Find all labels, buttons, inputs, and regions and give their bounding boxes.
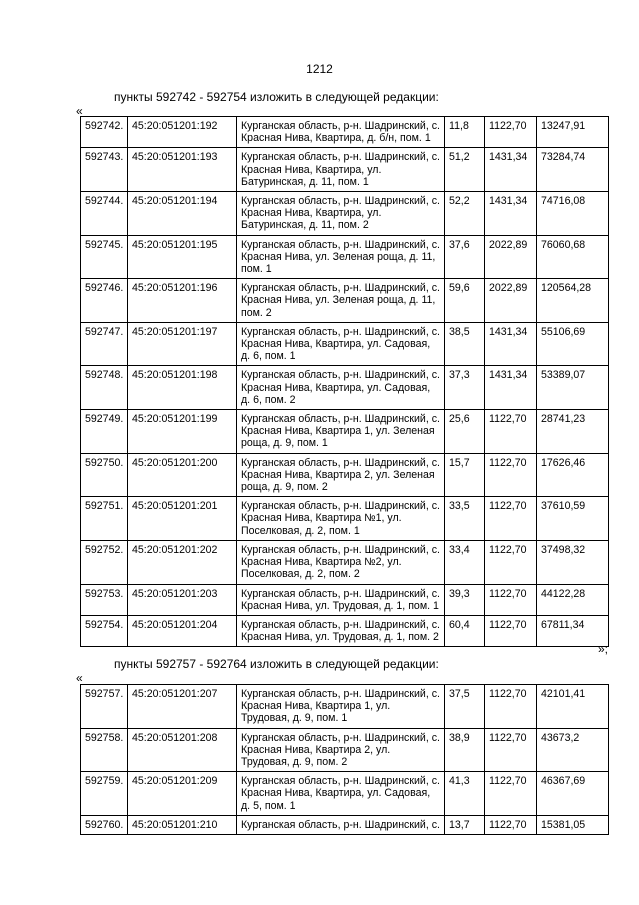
area-cell: 38,9 <box>445 728 485 772</box>
section1-table <box>80 116 609 647</box>
page-number: 1212 <box>306 62 333 76</box>
area-cell: 60,4 <box>445 615 485 646</box>
table-row <box>81 279 609 323</box>
row-number-cell: 592757. <box>81 685 128 729</box>
section2-quote-open: « <box>76 671 83 685</box>
address-cell: Курганская область, р-н. Шадринский, с. Красная Нива, Квартира, ул. Батуринская, д. 11, пом. 2 <box>237 192 445 236</box>
section1-intro: пункты 592742 - 592754 изложить в следующей редакции: <box>114 90 439 104</box>
cadastral-value-cell: 37498,32 <box>537 540 609 584</box>
area-cell: 15,7 <box>445 453 485 497</box>
cadastral-value-cell: 73284,74 <box>537 148 609 192</box>
row-number-cell: 592748. <box>81 366 128 410</box>
area-cell: 33,5 <box>445 497 485 541</box>
cadastral-value-cell: 76060,68 <box>537 235 609 279</box>
cadastral-value-cell: 42101,41 <box>537 685 609 729</box>
row-number-cell: 592760. <box>81 815 128 834</box>
row-number-cell: 592750. <box>81 453 128 497</box>
area-cell: 37,5 <box>445 685 485 729</box>
rate-cell: 1431,34 <box>485 148 537 192</box>
row-number-cell: 592746. <box>81 279 128 323</box>
rate-cell: 1431,34 <box>485 192 537 236</box>
cadastral-number-cell: 45:20:051201:197 <box>128 322 237 366</box>
address-cell: Курганская область, р-н. Шадринский, с. Красная Нива, Квартира №2, ул. Поселковая, д. 2, пом. 2 <box>237 540 445 584</box>
rate-cell: 1122,70 <box>485 540 537 584</box>
rate-cell: 2022,89 <box>485 279 537 323</box>
area-cell: 59,6 <box>445 279 485 323</box>
table-row <box>81 410 609 454</box>
cadastral-number-cell: 45:20:051201:201 <box>128 497 237 541</box>
cadastral-value-cell: 67811,34 <box>537 615 609 646</box>
cadastral-value-cell: 15381,05 <box>537 815 609 834</box>
rate-cell: 1122,70 <box>485 772 537 816</box>
rate-cell: 1122,70 <box>485 728 537 772</box>
area-cell: 38,5 <box>445 322 485 366</box>
cadastral-number-cell: 45:20:051201:199 <box>128 410 237 454</box>
cadastral-number-cell: 45:20:051201:207 <box>128 685 237 729</box>
row-number-cell: 592742. <box>81 117 128 148</box>
cadastral-value-cell: 55106,69 <box>537 322 609 366</box>
area-cell: 33,4 <box>445 540 485 584</box>
rate-cell: 1431,34 <box>485 366 537 410</box>
cadastral-number-cell: 45:20:051201:196 <box>128 279 237 323</box>
section1-quote-close: »; <box>598 642 609 656</box>
row-number-cell: 592753. <box>81 584 128 615</box>
area-cell: 37,3 <box>445 366 485 410</box>
rate-cell: 1122,70 <box>485 815 537 834</box>
rate-cell: 1122,70 <box>485 497 537 541</box>
area-cell: 51,2 <box>445 148 485 192</box>
address-cell: Курганская область, р-н. Шадринский, с. Красная Нива, Квартира 1, ул. Трудовая, д. 9, пом. 1 <box>237 685 445 729</box>
address-cell: Курганская область, р-н. Шадринский, с. Красная Нива, Квартира, ул. Садовая, д. 6, пом. 2 <box>237 366 445 410</box>
cadastral-number-cell: 45:20:051201:202 <box>128 540 237 584</box>
table-row <box>81 772 609 816</box>
address-cell: Курганская область, р-н. Шадринский, с. Красная Нива, Квартира №1, ул. Поселковая, д. 2, пом. 1 <box>237 497 445 541</box>
cadastral-value-cell: 17626,46 <box>537 453 609 497</box>
cadastral-value-cell: 120564,28 <box>537 279 609 323</box>
table-row <box>81 366 609 410</box>
cadastral-number-cell: 45:20:051201:208 <box>128 728 237 772</box>
address-cell: Курганская область, р-н. Шадринский, с. Красная Нива, Квартира, ул. Батуринская, д. 11, пом. 1 <box>237 148 445 192</box>
rate-cell: 1122,70 <box>485 410 537 454</box>
table-row <box>81 497 609 541</box>
row-number-cell: 592754. <box>81 615 128 646</box>
row-number-cell: 592749. <box>81 410 128 454</box>
row-number-cell: 592751. <box>81 497 128 541</box>
cadastral-value-cell: 44122,28 <box>537 584 609 615</box>
cadastral-number-cell: 45:20:051201:193 <box>128 148 237 192</box>
cadastral-number-cell: 45:20:051201:194 <box>128 192 237 236</box>
cadastral-number-cell: 45:20:051201:192 <box>128 117 237 148</box>
table-row <box>81 235 609 279</box>
section2-intro: пункты 592757 - 592764 изложить в следующей редакции: <box>114 657 439 671</box>
row-number-cell: 592759. <box>81 772 128 816</box>
rate-cell: 1122,70 <box>485 117 537 148</box>
address-cell: Курганская область, р-н. Шадринский, с. Красная Нива, Квартира, ул. Садовая, д. 6, пом. 1 <box>237 322 445 366</box>
table-row <box>81 615 609 646</box>
cadastral-value-cell: 43673,2 <box>537 728 609 772</box>
cadastral-value-cell: 28741,23 <box>537 410 609 454</box>
cadastral-number-cell: 45:20:051201:195 <box>128 235 237 279</box>
table-row <box>81 685 609 729</box>
cadastral-value-cell: 53389,07 <box>537 366 609 410</box>
cadastral-value-cell: 13247,91 <box>537 117 609 148</box>
rate-cell: 1122,70 <box>485 584 537 615</box>
row-number-cell: 592747. <box>81 322 128 366</box>
row-number-cell: 592758. <box>81 728 128 772</box>
table-row <box>81 322 609 366</box>
cadastral-number-cell: 45:20:051201:204 <box>128 615 237 646</box>
cadastral-number-cell: 45:20:051201:210 <box>128 815 237 834</box>
area-cell: 11,8 <box>445 117 485 148</box>
address-cell: Курганская область, р-н. Шадринский, с. Красная Нива, ул. Трудовая, д. 1, пом. 1 <box>237 584 445 615</box>
area-cell: 37,6 <box>445 235 485 279</box>
table-row <box>81 728 609 772</box>
area-cell: 52,2 <box>445 192 485 236</box>
section2-table <box>80 684 609 835</box>
area-cell: 39,3 <box>445 584 485 615</box>
row-number-cell: 592744. <box>81 192 128 236</box>
row-number-cell: 592752. <box>81 540 128 584</box>
cadastral-value-cell: 74716,08 <box>537 192 609 236</box>
area-cell: 41,3 <box>445 772 485 816</box>
table-row <box>81 192 609 236</box>
rate-cell: 1122,70 <box>485 685 537 729</box>
address-cell: Курганская область, р-н. Шадринский, с. Красная Нива, Квартира, д. б/н, пом. 1 <box>237 117 445 148</box>
rate-cell: 1122,70 <box>485 453 537 497</box>
row-number-cell: 592743. <box>81 148 128 192</box>
rate-cell: 1431,34 <box>485 322 537 366</box>
cadastral-value-cell: 37610,59 <box>537 497 609 541</box>
address-cell: Курганская область, р-н. Шадринский, с. Красная Нива, Квартира 1, ул. Зеленая роща, д. 9, пом. 1 <box>237 410 445 454</box>
area-cell: 25,6 <box>445 410 485 454</box>
rate-cell: 2022,89 <box>485 235 537 279</box>
address-cell: Курганская область, р-н. Шадринский, с. <box>237 815 445 834</box>
table-row <box>81 584 609 615</box>
address-cell: Курганская область, р-н. Шадринский, с. Красная Нива, Квартира 2, ул. Зеленая роща, д. 9, пом. 2 <box>237 453 445 497</box>
row-number-cell: 592745. <box>81 235 128 279</box>
cadastral-number-cell: 45:20:051201:209 <box>128 772 237 816</box>
cadastral-number-cell: 45:20:051201:198 <box>128 366 237 410</box>
address-cell: Курганская область, р-н. Шадринский, с. Красная Нива, Квартира, ул. Садовая, д. 5, пом. 1 <box>237 772 445 816</box>
section1-quote-open: « <box>76 104 83 118</box>
address-cell: Курганская область, р-н. Шадринский, с. Красная Нива, ул. Зеленая роща, д. 11, пом. 1 <box>237 235 445 279</box>
address-cell: Курганская область, р-н. Шадринский, с. Красная Нива, ул. Трудовая, д. 1, пом. 2 <box>237 615 445 646</box>
table-row <box>81 148 609 192</box>
cadastral-number-cell: 45:20:051201:200 <box>128 453 237 497</box>
table-row <box>81 815 609 834</box>
area-cell: 13,7 <box>445 815 485 834</box>
table-row <box>81 453 609 497</box>
address-cell: Курганская область, р-н. Шадринский, с. Красная Нива, ул. Зеленая роща, д. 11, пом. 2 <box>237 279 445 323</box>
cadastral-number-cell: 45:20:051201:203 <box>128 584 237 615</box>
cadastral-value-cell: 46367,69 <box>537 772 609 816</box>
table-row <box>81 117 609 148</box>
address-cell: Курганская область, р-н. Шадринский, с. Красная Нива, Квартира 2, ул. Трудовая, д. 9, пом. 2 <box>237 728 445 772</box>
rate-cell: 1122,70 <box>485 615 537 646</box>
table-row <box>81 540 609 584</box>
